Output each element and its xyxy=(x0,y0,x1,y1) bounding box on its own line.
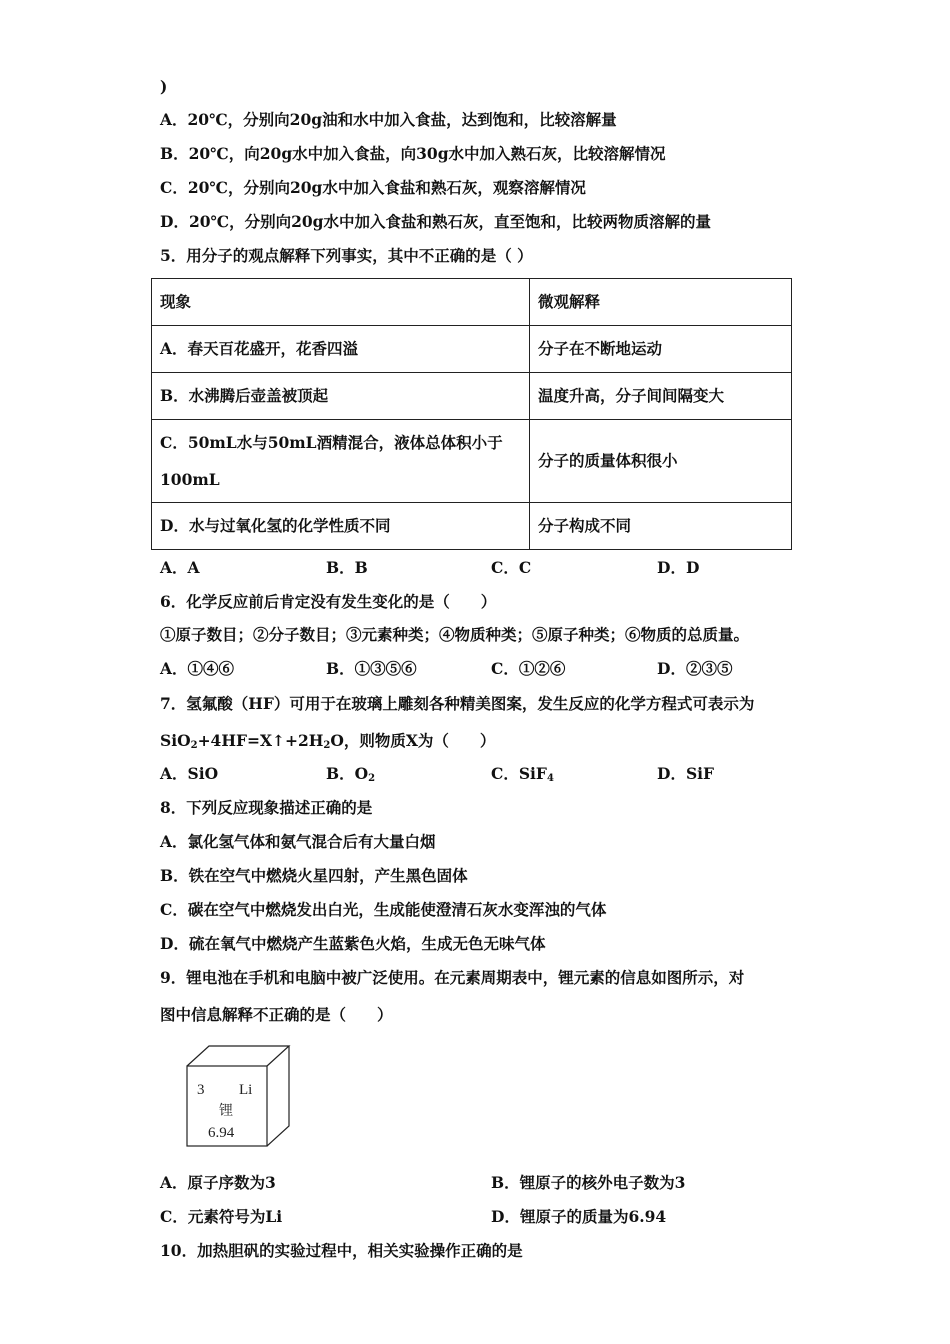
q7-option-b-text: B．O xyxy=(326,764,369,783)
q7-eq-part1: SiO xyxy=(160,731,191,750)
table-row xyxy=(152,326,792,373)
row-d-phenomenon: D．水与过氧化氢的化学性质不同 xyxy=(152,503,530,550)
q6-option-c: C．①②⑥ xyxy=(491,659,566,678)
q7-option-c xyxy=(491,764,554,789)
table-row xyxy=(152,373,792,420)
q8-option-d: D．硫在氧气中燃烧产生蓝紫色火焰，生成无色无味气体 xyxy=(160,934,546,953)
q10-stem: 10．加热胆矾的实验过程中，相关实验操作正确的是 xyxy=(160,1241,523,1260)
q5-option-a: A．A xyxy=(160,558,200,577)
row-c-explanation: 分子的质量体积很小 xyxy=(530,420,792,503)
q7-option-d: D．SiF xyxy=(657,764,715,783)
q4-stem-tail: ) xyxy=(160,77,168,96)
q6-items: ①原子数目；②分子数目；③元素种类；④物质种类；⑤原子种类；⑥物质的总质量。 xyxy=(160,625,750,644)
q5-option-d: D．D xyxy=(657,558,700,577)
element-atomic-mass: 6.94 xyxy=(208,1125,235,1141)
q4-option-c: C．20℃，分别向20g水中加入食盐和熟石灰，观察溶解情况 xyxy=(160,178,586,197)
lithium-element-card xyxy=(185,1042,295,1152)
row-c-phenomenon-line1: C．50mL水与50mL酒精混合，液体总体积小于 xyxy=(160,433,503,452)
row-a-explanation: 分子在不断地运动 xyxy=(530,326,792,373)
q5-option-c: C．C xyxy=(491,558,532,577)
q8-stem: 8．下列反应现象描述正确的是 xyxy=(160,798,373,817)
q7-eq-part2: +4HF=X↑+2H xyxy=(197,731,324,750)
q9-stem-line2: 图中信息解释不正确的是（ ） xyxy=(160,1005,393,1024)
q7-stem-line1: 7．氢氟酸（HF）可用于在玻璃上雕刻各种精美图案，发生反应的化学方程式可表示为 xyxy=(160,694,755,713)
q9-option-a: A．原子序数为3 xyxy=(160,1173,276,1192)
q5-table xyxy=(151,278,792,550)
table-row xyxy=(152,420,792,503)
q7-eq-sub1: 2 xyxy=(190,740,198,751)
card-side-face xyxy=(267,1046,289,1146)
q4-option-d: D．20℃，分别向20g水中加入食盐和熟石灰，直至饱和，比较两物质溶解的量 xyxy=(160,212,711,231)
q5-stem: 5．用分子的观点解释下列事实，其中不正确的是（ ） xyxy=(160,246,533,265)
row-c-phenomenon-line2: 100mL xyxy=(160,470,220,489)
card-top-face xyxy=(187,1046,289,1066)
q7-option-c-sub: 4 xyxy=(546,773,554,784)
q8-option-b: B．铁在空气中燃烧火星四射，产生黑色固体 xyxy=(160,866,468,885)
q4-option-a: A．20℃，分别向20g油和水中加入食盐，达到饱和，比较溶解量 xyxy=(160,110,617,129)
q6-option-d: D．②③⑤ xyxy=(657,659,733,678)
q7-option-b xyxy=(326,764,375,789)
q9-option-d: D．锂原子的质量为6.94 xyxy=(491,1207,667,1226)
row-b-explanation: 温度升高，分子间间隔变大 xyxy=(530,373,792,420)
header-phenomenon: 现象 xyxy=(152,279,530,326)
q6-option-a: A．①④⑥ xyxy=(160,659,235,678)
q7-option-a: A．SiO xyxy=(160,764,219,783)
q4-option-b: B．20℃，向20g水中加入食盐，向30g水中加入熟石灰，比较溶解情况 xyxy=(160,144,666,163)
q6-stem: 6．化学反应前后肯定没有发生变化的是（ ） xyxy=(160,592,497,611)
row-b-phenomenon: B．水沸腾后壶盖被顶起 xyxy=(152,373,530,420)
element-atomic-number: 3 xyxy=(197,1082,205,1098)
header-explanation: 微观解释 xyxy=(530,279,792,326)
table-row xyxy=(152,503,792,550)
row-a-phenomenon: A．春天百花盛开，花香四溢 xyxy=(152,326,530,373)
row-d-explanation: 分子构成不同 xyxy=(530,503,792,550)
q5-option-b: B．B xyxy=(326,558,368,577)
q7-equation xyxy=(160,731,495,756)
q8-option-a: A．氯化氢气体和氨气混合后有大量白烟 xyxy=(160,832,436,851)
element-symbol: Li xyxy=(239,1082,253,1098)
q9-option-b: B．锂原子的核外电子数为3 xyxy=(491,1173,686,1192)
element-name: 锂 xyxy=(219,1103,233,1119)
q8-option-c: C．碳在空气中燃烧发出白光，生成能使澄清石灰水变浑浊的气体 xyxy=(160,900,607,919)
q7-option-c-text: C．SiF xyxy=(491,764,547,783)
q7-eq-sub2: 2 xyxy=(323,740,331,751)
q9-stem-line1: 9．锂电池在手机和电脑中被广泛使用。在元素周期表中，锂元素的信息如图所示，对 xyxy=(160,968,745,987)
table-header-row xyxy=(152,279,792,326)
q6-option-b: B．①③⑤⑥ xyxy=(326,659,417,678)
q7-eq-part3: O，则物质X为（ ） xyxy=(330,731,496,750)
q7-option-b-sub: 2 xyxy=(368,773,376,784)
q9-option-c: C．元素符号为Li xyxy=(160,1207,283,1226)
row-c-phenomenon xyxy=(152,420,530,503)
